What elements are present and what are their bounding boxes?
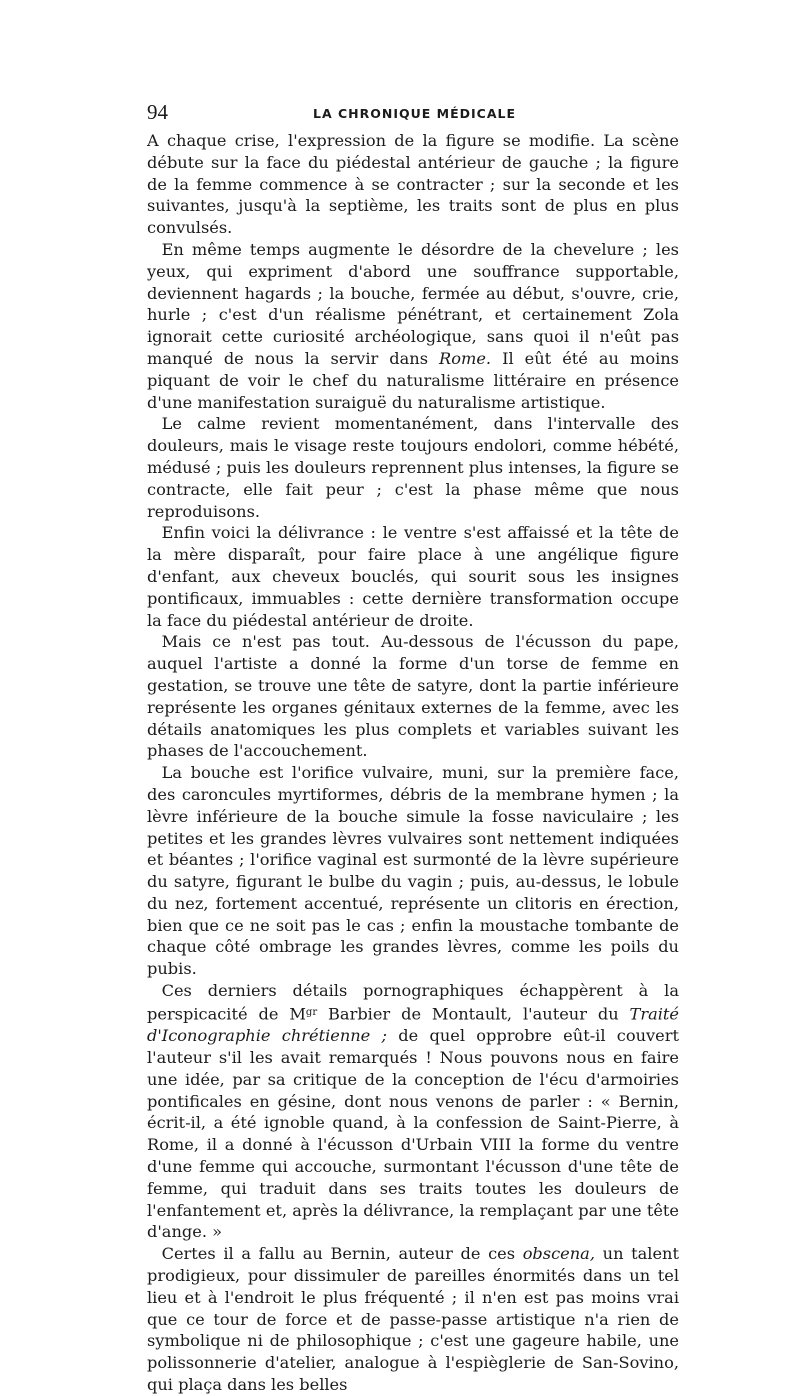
body-text xyxy=(147,130,679,1396)
paragraph-8-text-after: un talent prodigieux, pour dissimuler de pareilles énormités dans un tel lieu et à l'endroit le plus fréquenté ; il n'en est pas moins vrai que ce tour de force et de passe-passe artistique n'a rien de symbolique ni de philosophique ; c'est une gageure habile, une polissonnerie d'atelier, analogue à l'espièglerie de San-Sovino, qui plaça dans les belles xyxy=(147,1244,679,1394)
paragraph-7 xyxy=(147,980,679,1243)
paragraph-4: Enfin voici la délivrance : le ventre s'est affaissé et la tête de la mère disparaît, pour faire place à une angélique figure d'enfant, aux cheveux bouclés, qui sourit sous les insignes pontificaux, immuables : cette dernière transformation occupe la face du piédestal antérieur de droite. xyxy=(147,523,679,630)
paragraph-7-text-2: Barbier de Montault, l'auteur du xyxy=(317,1004,630,1024)
paragraph-2 xyxy=(147,239,679,413)
italic-title-rome: Rome. xyxy=(439,348,492,368)
superscript-gr: gr xyxy=(305,1006,318,1018)
paragraph-8-text-before: Certes il a fallu au Bernin, auteur de ces xyxy=(161,1244,523,1264)
running-title: LA CHRONIQUE MÉDICALE xyxy=(312,106,516,121)
paragraph-6: La bouche est l'orifice vulvaire, muni, sur la première face, des caroncules myrtiformes, débris de la membrane hymen ; la lèvre inférieure de la bouche simule la fosse naviculaire ; les petites et les grandes lèvres vulvaires sont nettement indiquées et béantes ; l'orifice vaginal est surmonté de la lèvre supérieure du satyre, figurant le bulbe du vagin ; puis, au-dessus, le lobule du nez, fortement accentué, représente un clitoris en érection, bien que ce ne soit pas le cas ; enfin la moustache tombante de chaque côté ombrage les grandes lèvres, comme les poils du pubis. xyxy=(147,763,679,979)
paragraph-3: Le calme revient momentanément, dans l'intervalle des douleurs, mais le visage reste toujours endolori, comme hébété, médusé ; puis les douleurs reprennent plus intenses, la figure se contracte, elle fait peur ; c'est la phase même que nous reproduisons. xyxy=(147,414,679,521)
paragraph-7-text-1: Ces derniers détails pornographiques échappèrent à la perspicacité de M xyxy=(147,981,679,1024)
page-header xyxy=(147,100,682,126)
italic-word-obscena: obscena, xyxy=(522,1244,595,1264)
paragraph-8 xyxy=(147,1243,679,1396)
italic-title-traite: Traité d'Iconographie chrétienne ; xyxy=(147,1004,679,1046)
paragraph-2-text-after: Il eût été au moins piquant de voir le chef du naturalisme littéraire en présence d'une manifestation suraiguë du naturalisme artistique. xyxy=(147,348,679,412)
page-number: 94 xyxy=(147,100,168,124)
paragraph-7-text-3: de quel opprobre eût-il couvert l'auteur s'il les avait remarqués ! Nous pouvons nous en faire une idée, par sa critique de la conception de l'écu d'armoiries pontificales en gésine, dont nous venons de parler : « Bernin, écrit-il, a été ignoble quand, à la confession de Saint-Pierre, à Rome, il a donné à l'écusson d'Urbain VIII la forme du ventre d'une femme qui accouche, surmontant l'écusson d'une tête de femme, qui traduit dans ses traits toutes les douleurs de l'enfantement et, après la délivrance, la remplaçant par une tête d'ange. » xyxy=(147,1026,679,1242)
paragraph-5: Mais ce n'est pas tout. Au-dessous de l'écusson du pape, auquel l'artiste a donné la forme d'un torse de femme en gestation, se trouve une tête de satyre, dont la partie inférieure représente les organes génitaux externes de la femme, avec les détails anatomiques les plus complets et variables suivant les phases de l'accouchement. xyxy=(147,632,679,761)
paragraph-2-text-before: En même temps augmente le désordre de la chevelure ; les yeux, qui expriment d'abord une souffrance supportable, deviennent hagards ; la bouche, fermée au début, s'ouvre, crie, hurle ; c'est d'un réalisme pénétrant, et certainement Zola ignorait cette curiosité archéologique, sans quoi il n'eût pas manqué de nous la servir dans xyxy=(147,239,679,368)
paragraph-1: A chaque crise, l'expression de la figure se modifie. La scène débute sur la face du piédestal antérieur de gauche ; la figure de la femme commence à se contracter ; sur la seconde et les suivantes, jusqu'à la septième, les traits sont de plus en plus convulsés. xyxy=(147,131,679,238)
